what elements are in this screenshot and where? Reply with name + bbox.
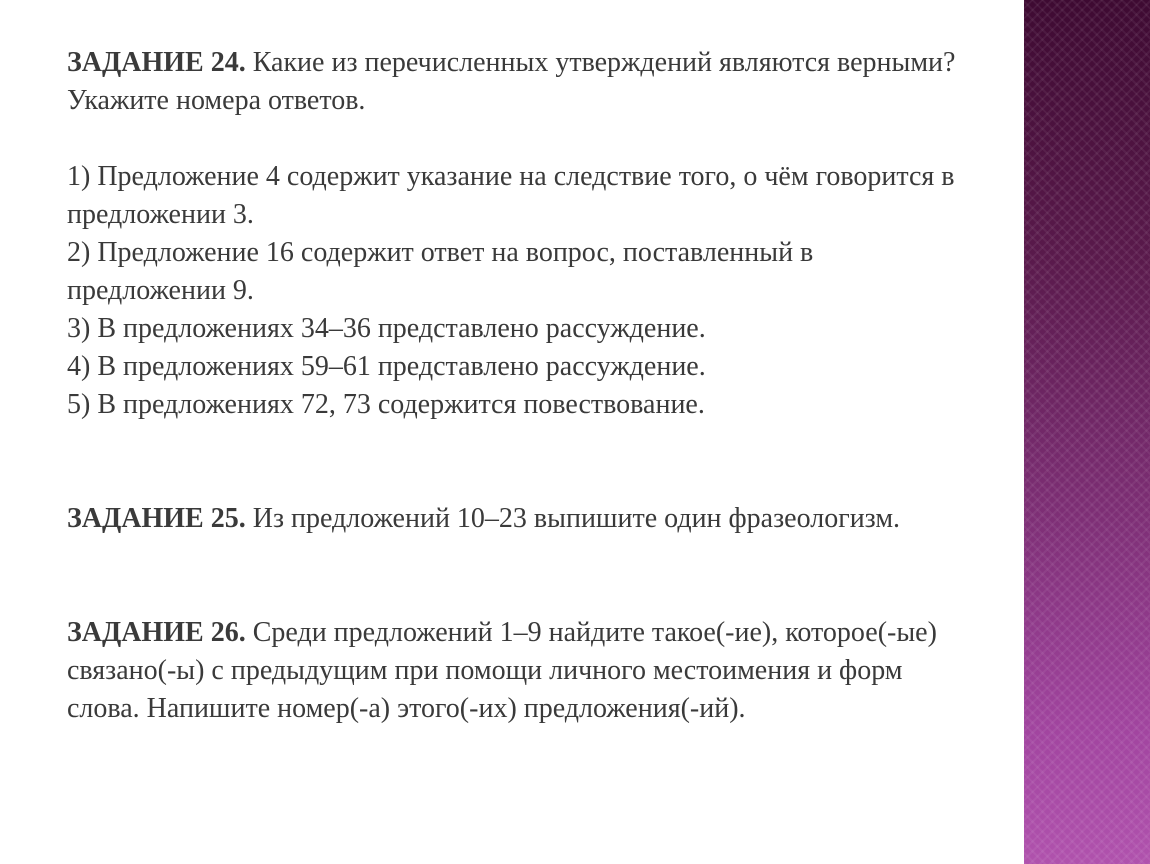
task-24-option-5: 5) В предложениях 72, 73 содержится повествование. bbox=[67, 389, 705, 420]
task-24-question: Какие из перечисленных утверждений являются верными? Укажите номера ответов. bbox=[67, 47, 956, 116]
task-24-label: ЗАДАНИЕ 24. bbox=[67, 47, 246, 78]
slide-content bbox=[67, 44, 967, 728]
spacer bbox=[67, 120, 967, 158]
task-26-heading bbox=[67, 614, 967, 728]
task-26-label: ЗАДАНИЕ 26. bbox=[67, 617, 246, 648]
task-24-heading bbox=[67, 44, 967, 120]
spacer bbox=[67, 538, 967, 614]
task-24-option-3: 3) В предложениях 34–36 представлено рассуждение. bbox=[67, 313, 706, 344]
task-25-question: Из предложений 10–23 выпишите один фразеологизм. bbox=[245, 503, 901, 534]
task-24-option-4: 4) В предложениях 59–61 представлено рассуждение. bbox=[67, 351, 706, 382]
decorative-side-band bbox=[1024, 0, 1150, 864]
task-24-option-2: 2) Предложение 16 содержит ответ на вопрос, поставленный в предложении 9. bbox=[67, 237, 814, 306]
task-24-options bbox=[67, 158, 967, 424]
task-25-label: ЗАДАНИЕ 25. bbox=[67, 503, 246, 534]
task-24-option-1: 1) Предложение 4 содержит указание на следствие того, о чём говорится в предложении 3. bbox=[67, 161, 955, 230]
task-26-question: Среди предложений 1–9 найдите такое(-ие), которое(-ые) связано(-ы) с предыдущим при помощи личного местоимения и форм слова. Напишите номер(-а) этого(-их) предложения(-ий). bbox=[67, 617, 937, 724]
spacer bbox=[67, 424, 967, 500]
task-25-heading bbox=[67, 500, 967, 538]
